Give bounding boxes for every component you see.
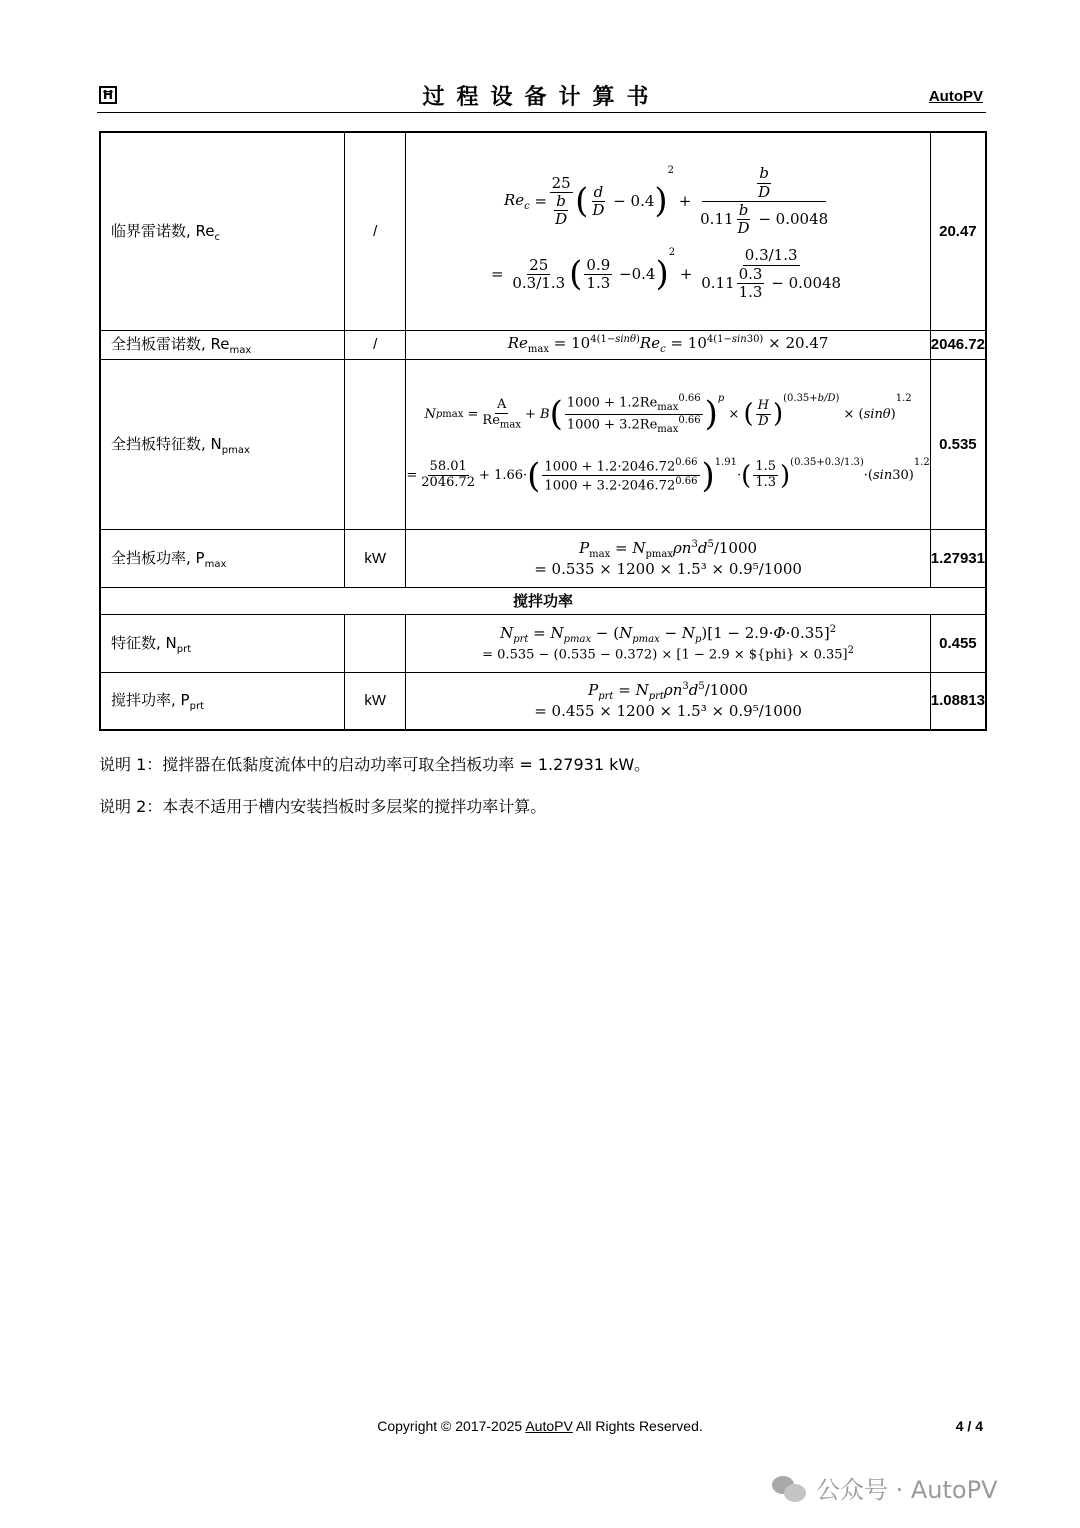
section-title: 搅拌功率 [100, 587, 986, 614]
param-formula: $P_{prt} = N_{prt}\rho n^3d^5/1000$ = 0.455 × 1200 × 1.5³ × 0.9⁵/1000 [406, 672, 930, 730]
note-2: 说明 2：本表不适用于槽内安装挡板时多层桨的搅拌功率计算。 [99, 797, 547, 816]
copyright-footer: Copyright © 2017-2025 AutoPV All Rights Reserved. [377, 1418, 703, 1434]
param-name: 特征数, $N_{prt}$ [100, 614, 345, 672]
footer-link[interactable]: AutoPV [525, 1418, 573, 1434]
param-result: 20.47 [930, 132, 986, 330]
page-number: 4 / 4 [955, 1418, 983, 1434]
param-name: 临界雷诺数, $Re_c$ [100, 132, 345, 330]
param-name: 全挡板雷诺数, $Re_{max}$ [100, 330, 345, 359]
param-result: 0.455 [930, 614, 986, 672]
param-unit [345, 614, 406, 672]
param-unit: kW [345, 672, 406, 730]
note-1: 说明 1：搅拌器在低黏度流体中的启动功率可取全挡板功率 = 1.27931 kW。 [99, 755, 651, 774]
table-row-rec [100, 132, 986, 330]
param-result: 2046.72 [930, 330, 986, 359]
param-name: 全挡板功率, $P_{max}$ [100, 529, 345, 587]
brand-name: AutoPV [928, 88, 983, 105]
company-logo-icon: Ħ [99, 86, 117, 104]
param-formula: $Re_{max} = 10^{4(1-sin\theta)}Re_c = 10^{4(1-sin30)} \times 20.47$ [406, 330, 930, 359]
param-result: 0.535 [930, 359, 986, 529]
param-name: 全挡板特征数, $N_{pmax}$ [100, 359, 345, 529]
watermark: 公众号 · AutoPV [772, 1470, 998, 1505]
param-result: 1.27931 [930, 529, 986, 587]
param-unit: / [345, 132, 406, 330]
table-row-npmax [100, 359, 986, 529]
param-result: 1.08813 [930, 672, 986, 730]
param-name: 搅拌功率, $P_{prt}$ [100, 672, 345, 730]
table-row-nprt [100, 614, 986, 672]
table-row-pmax [100, 529, 986, 587]
param-unit [345, 359, 406, 529]
param-formula: $N_{prt} = N_{pmax} - (N_{pmax} - N_p)[1 - 2.9\cdot\Phi\cdot 0.35]^2$ = 0.535 − (0.535 − 0.372) × [1 − 2.9 × ${phi} × 0.35]$^2$ [406, 614, 930, 672]
param-formula: N pmax = $\frac{A}{Re_{max}}$ + B ( $\frac{1000 + 1.2Re_{max}^{0.66}}{1000 + 3.2Re_{max}^{0.66}}$ ) $^p$ × ( $\frac{H}{D}$ ) $^{(0.35+b/D )}$ × ( sinθ ) 1.2 = $\frac{58.01}{2046.72}$ + 1.66· ( $\frac{1000 + 1.2\cdot 2046.72^{0.66}}{1000 + 3.2\cdot 2046.72^{0.66}}$ ) $^{1.91}$ · ( $\frac{1.5}{1.3}$ ) $^{(0.35+0.3/1.3)}$ ·( sin 30) 1.2 [406, 359, 930, 529]
page-header [97, 80, 986, 113]
table-row-remax [100, 330, 986, 359]
param-unit: kW [345, 529, 406, 587]
calculation-table [99, 131, 987, 731]
wechat-icon [772, 1474, 808, 1502]
param-unit: / [345, 330, 406, 359]
table-row-pprt [100, 672, 986, 730]
section-header-row [100, 587, 986, 614]
page-title: 过程设备计算书 [422, 84, 661, 110]
param-formula: $Re_c$ = $\frac{25}{\frac{b}{D}}$ ( $\frac{d}{D}$ − 0.4 ) 2 + $\frac{b}{D}$ 0.11 $\frac{b}{D}$ − 0.0048 = $\frac{25}{0.3/1.3}$ ( $\frac{0.9}{1.3}$ − 0.4 ) $^2$ + 0.3/1.3 0.11 $\frac{0.3}{1.3}$ − 0.0048 [406, 132, 930, 330]
param-formula: $P_{max} = N_{pmax}\rho n^3d^5/1000$ = 0.535 × 1200 × 1.5³ × 0.9⁵/1000 [406, 529, 930, 587]
